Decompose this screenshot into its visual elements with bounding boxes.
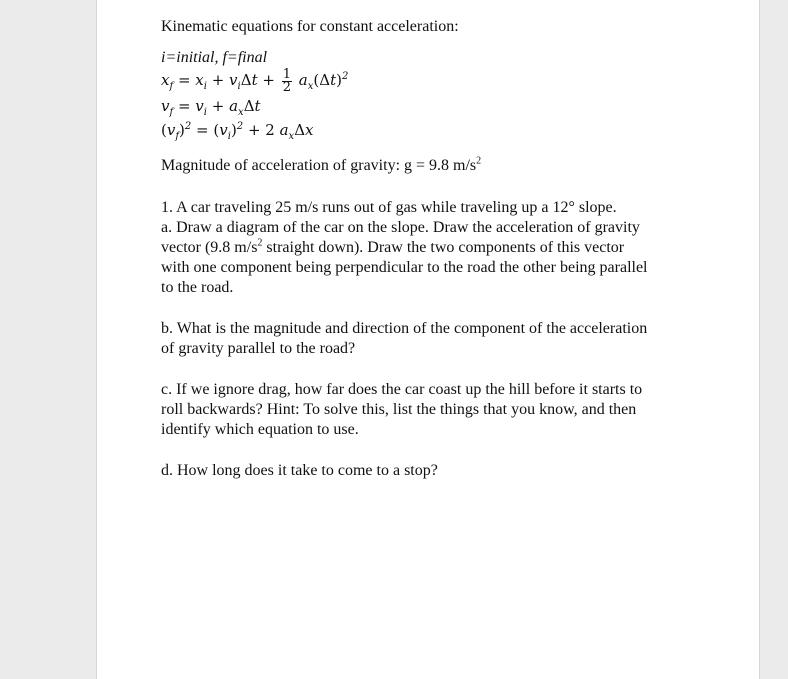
heading: Kinematic equations for constant acceleration: (161, 18, 459, 35)
q1c-line2: roll backwards? Hint: To solve this, list the things that you know, and then (161, 400, 637, 418)
q1a-line1: a. Draw a diagram of the car on the slope. Draw the acceleration of gravity (161, 218, 640, 236)
legend: i=initial, f=final (161, 49, 268, 66)
question-1 (161, 198, 701, 298)
q1a-line4: to the road. (161, 278, 234, 296)
gravity-line: Magnitude of acceleration of gravity: g = 9.8 $m/s^2$ (161, 155, 482, 174)
question-1b (161, 319, 701, 359)
equation-velocity: $v_f = v_i + a_x\Delta t$ (161, 96, 261, 118)
question-1c (161, 380, 701, 440)
q1a-line3: with one component being perpendicular to the road the other being parallel (161, 258, 648, 276)
q1a-line2: vector (9.8 $m/s^2$ straight down). Draw the two components of this vector (161, 237, 625, 256)
q1c-line1: c. If we ignore drag, how far does the car coast up the hill before it starts to (161, 380, 643, 398)
document-body (161, 17, 701, 481)
q1d-line1: d. How long does it take to come to a stop? (161, 461, 438, 479)
q1c-line3: identify which equation to use. (161, 420, 359, 438)
document-page (96, 0, 760, 679)
equation-position: $x_f = x_i + v_i\Delta t$ + $\frac{1}{2}$ $a_x(\Delta t)^2$ (161, 66, 349, 95)
q1b-line1: b. What is the magnitude and direction of the component of the acceleration (161, 319, 648, 337)
q1b-line2: of gravity parallel to the road? (161, 339, 356, 357)
q1-title: 1. A car traveling 25 m/s runs out of gas while traveling up a 12° slope. (161, 198, 617, 216)
equation-velocity-squared: $(v_f)^2 = (v_i)^2 + 2$ $a_x\Delta x$ (161, 120, 314, 142)
